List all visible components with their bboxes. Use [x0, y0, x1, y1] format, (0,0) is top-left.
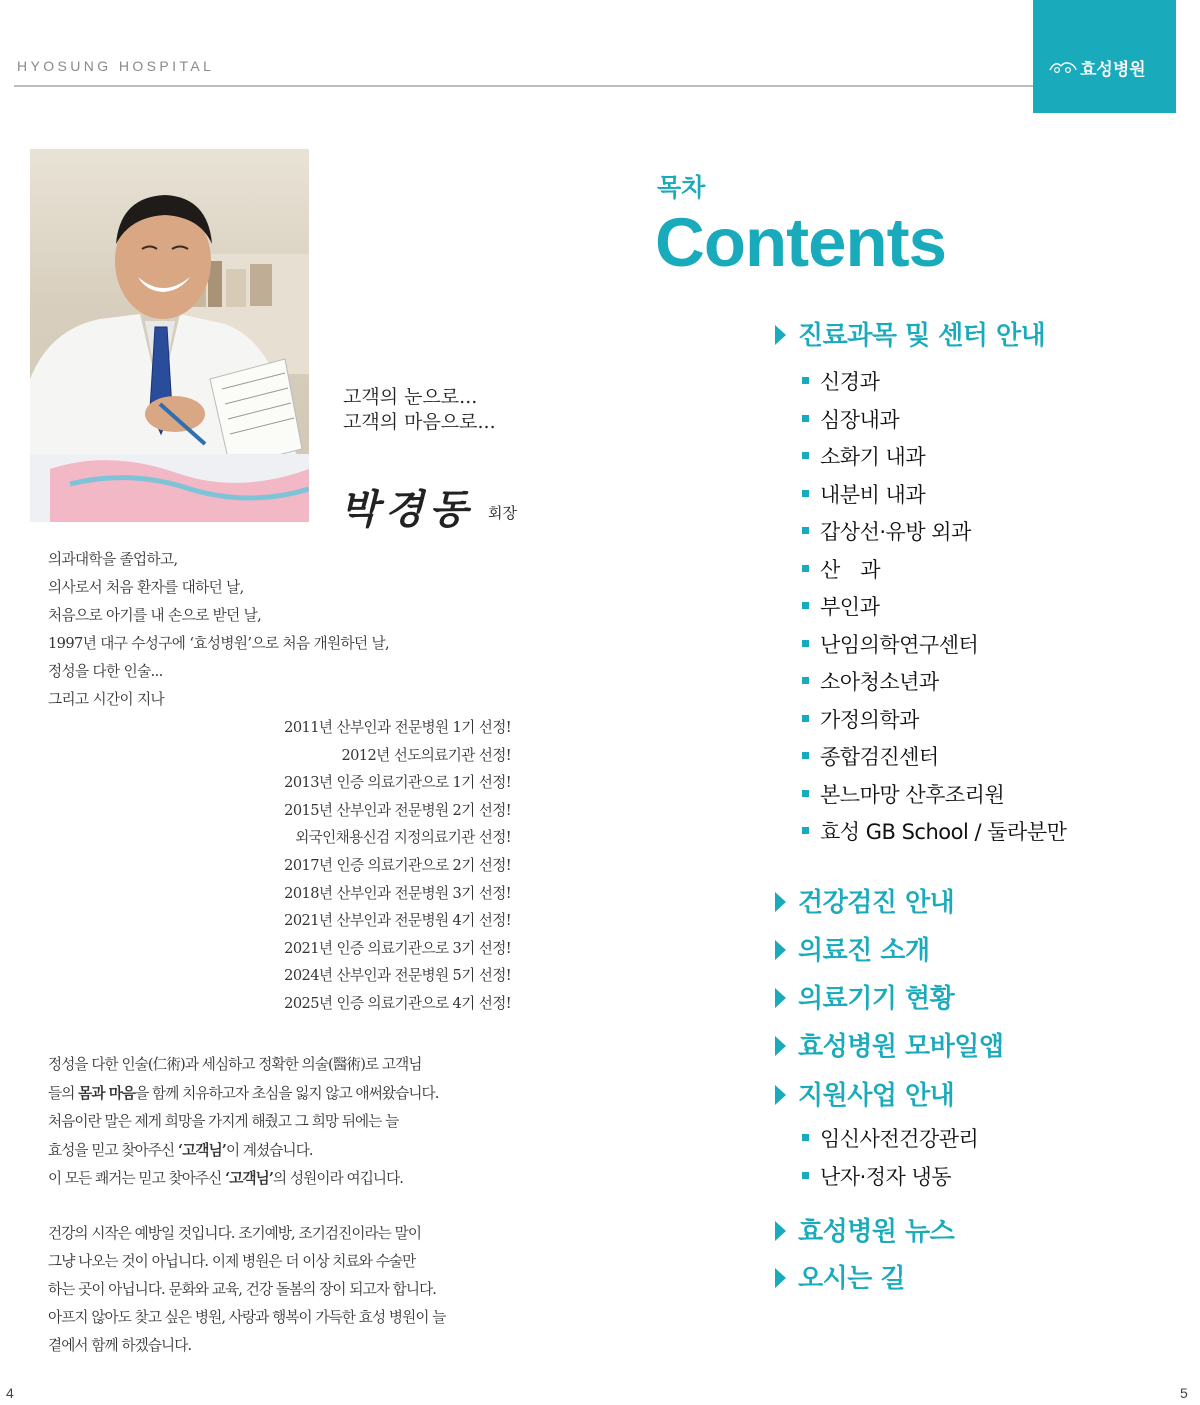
chairman-photo [30, 149, 309, 522]
square-bullet-icon [802, 565, 809, 572]
toc-section-label: 건강검진 안내 [798, 888, 955, 918]
toc-item[interactable] [802, 814, 1066, 852]
chairman-photo-illustration [30, 149, 309, 522]
story-line: 의사로서 처음 환자를 대하던 날, [48, 579, 244, 596]
toc-item[interactable] [802, 777, 1066, 815]
page-number-right: 5 [1180, 1385, 1188, 1401]
triangle-bullet-icon [775, 1221, 786, 1241]
square-bullet-icon [802, 752, 809, 759]
toc-item-label: 산 과 [820, 557, 881, 582]
greeting-paragraph-1 [48, 1051, 514, 1194]
toc-item[interactable] [802, 664, 1066, 702]
text-segment: 의 성원이라 여깁니다. [273, 1170, 404, 1187]
toc-item[interactable] [802, 477, 1066, 515]
motto [343, 385, 496, 435]
toc-item[interactable] [802, 589, 1066, 627]
award-item: 2021년 인증 의료기관으로 3기 선정! [284, 939, 511, 957]
triangle-bullet-icon [775, 940, 786, 960]
text-segment: 이 모든 쾌거는 믿고 찾아주신 [48, 1170, 226, 1187]
stork-and-baby-icon [1049, 58, 1077, 74]
text-segment: 이 계셨습니다. [225, 1141, 313, 1159]
toc-section-label: 지원사업 안내 [798, 1081, 955, 1111]
toc-item-label: 본느마망 산후조리원 [820, 782, 1005, 807]
story-line: 그리고 시간이 지나 [48, 691, 165, 708]
toc-item-label: 내분비 내과 [820, 482, 926, 507]
paragraph-line: 그냥 나오는 것이 아닙니다. 이제 병원은 더 이상 치료와 수술만 [48, 1253, 416, 1270]
award-item: 2018년 산부인과 전문병원 3기 선정! [284, 884, 511, 902]
toc-subtitle: 목차 [657, 173, 706, 202]
toc-section-checkup[interactable] [775, 882, 954, 919]
square-bullet-icon [802, 527, 809, 534]
emphasis-text: ‘고객님’ [178, 1141, 226, 1159]
paragraph-line [48, 1137, 514, 1166]
square-bullet-icon [802, 1134, 809, 1141]
paragraph-line: 하는 곳이 아닙니다. 문화와 교육, 건강 돌봄의 장이 되고자 합니다. [48, 1281, 437, 1298]
toc-title: Contents [655, 204, 946, 281]
toc-section-label: 효성병원 뉴스 [798, 1217, 955, 1247]
square-bullet-icon [802, 640, 809, 647]
logo-text: 효성병원 [1080, 60, 1146, 80]
paragraph-line [48, 1165, 514, 1194]
toc-item-label: 효성 GB School / 둘라분만 [820, 820, 1067, 844]
square-bullet-icon [802, 415, 809, 422]
toc-item[interactable] [802, 514, 1066, 552]
square-bullet-icon [802, 602, 809, 609]
toc-item-label: 난자·정자 냉동 [820, 1164, 952, 1189]
chairman-signature: 박경동 [340, 486, 474, 533]
paragraph-line [48, 1080, 514, 1109]
award-item: 2024년 산부인과 전문병원 5기 선정! [284, 967, 511, 985]
toc-section-support[interactable] [775, 1075, 954, 1112]
text-segment: 들의 [48, 1084, 79, 1102]
story-line: 정성을 다한 인술... [48, 663, 163, 680]
award-item: 2021년 산부인과 전문병원 4기 선정! [284, 912, 511, 930]
square-bullet-icon [802, 452, 809, 459]
text-segment: 을 함께 치유하고자 초심을 잃지 않고 애써왔습니다. [135, 1084, 439, 1102]
toc-section-departments[interactable] [775, 315, 1045, 352]
award-item: 외국인채용신검 지정의료기관 선정! [295, 829, 511, 847]
awards-list [284, 714, 511, 1018]
toc-section-doctors[interactable] [775, 930, 930, 967]
paragraph-line: 곁에서 함께 하겠습니다. [48, 1337, 192, 1354]
award-item: 2015년 산부인과 전문병원 2기 선정! [284, 801, 511, 819]
toc-support-list [802, 1121, 978, 1196]
toc-department-list [802, 364, 1066, 852]
toc-section-mobile-app[interactable] [775, 1026, 1003, 1063]
triangle-bullet-icon [775, 988, 786, 1008]
toc-section-label: 오시는 길 [798, 1264, 906, 1294]
square-bullet-icon [802, 377, 809, 384]
toc-item-label: 부인과 [820, 595, 880, 619]
square-bullet-icon [802, 715, 809, 722]
toc-section-label: 의료진 소개 [798, 936, 930, 966]
toc-item[interactable] [802, 739, 1066, 777]
square-bullet-icon [802, 827, 809, 834]
header-divider [14, 85, 1034, 87]
signature-title: 회장 [488, 504, 517, 522]
toc-item-label: 난임의학연구센터 [820, 632, 979, 657]
triangle-bullet-icon [775, 1268, 786, 1288]
toc-section-label: 의료기기 현황 [798, 984, 955, 1014]
award-item: 2012년 선도의료기관 선정! [341, 746, 511, 764]
hospital-name-header: HYOSUNG HOSPITAL [17, 58, 215, 74]
triangle-bullet-icon [775, 325, 786, 345]
text-segment: 효성을 믿고 찾아주신 [48, 1141, 178, 1159]
toc-item-label: 갑상선·유방 외과 [820, 520, 971, 544]
greeting-story [48, 546, 389, 714]
toc-section-label: 효성병원 모바일앱 [798, 1032, 1004, 1062]
toc-item-label: 소아청소년과 [820, 670, 939, 694]
story-line: 1997년 대구 수성구에 ‘효성병원’으로 처음 개원하던 날, [48, 635, 390, 652]
toc-item[interactable] [802, 627, 1066, 665]
hospital-logo [1033, 0, 1176, 113]
triangle-bullet-icon [775, 1036, 786, 1056]
toc-item[interactable] [802, 1159, 978, 1197]
motto-line: 고객의 눈으로... [343, 386, 478, 408]
motto-line: 고객의 마음으로... [343, 411, 496, 433]
toc-item[interactable] [802, 439, 1066, 477]
toc-item[interactable] [802, 552, 1066, 590]
toc-item[interactable] [802, 702, 1066, 740]
award-item: 2017년 인증 의료기관으로 2기 선정! [284, 856, 511, 874]
toc-section-label: 진료과목 및 센터 안내 [798, 321, 1046, 351]
award-item: 2025년 인증 의료기관으로 4기 선정! [284, 994, 511, 1012]
triangle-bullet-icon [775, 892, 786, 912]
square-bullet-icon [802, 677, 809, 684]
toc-section-directions[interactable] [775, 1258, 905, 1295]
toc-item-label: 소화기 내과 [820, 445, 926, 469]
story-line: 처음으로 아기를 내 손으로 받던 날, [48, 607, 262, 624]
toc-item-label: 신경과 [820, 370, 880, 394]
toc-section-equipment[interactable] [775, 978, 954, 1015]
toc-item[interactable] [802, 1121, 978, 1159]
emphasis-text: 몸과 마음 [78, 1084, 136, 1102]
triangle-bullet-icon [775, 1085, 786, 1105]
paragraph-line: 아프지 않아도 찾고 싶은 병원, 사랑과 행복이 가득한 효성 병원이 늘 [48, 1309, 446, 1326]
emphasis-text: ‘고객님’ [225, 1170, 274, 1187]
square-bullet-icon [802, 1172, 809, 1179]
award-item: 2013년 인증 의료기관으로 1기 선정! [284, 774, 511, 792]
award-item: 2011년 산부인과 전문병원 1기 선정! [284, 719, 511, 736]
toc-section-news[interactable] [775, 1211, 954, 1248]
toc-item-label: 임신사전건강관리 [820, 1127, 979, 1151]
greeting-paragraph-2 [48, 1220, 514, 1360]
toc-item-label: 심장내과 [820, 407, 900, 432]
toc-item-label: 종합검진센터 [820, 745, 939, 769]
toc-item[interactable] [802, 364, 1066, 402]
square-bullet-icon [802, 490, 809, 497]
paragraph-line: 처음이란 말은 제게 희망을 가지게 해줬고 그 희망 뒤에는 늘 [48, 1113, 399, 1130]
square-bullet-icon [802, 790, 809, 797]
paragraph-line: 건강의 시작은 예방일 것입니다. 조기예방, 조기검진이라는 말이 [48, 1225, 422, 1242]
page-number-left: 4 [6, 1385, 14, 1401]
paragraph-line: 정성을 다한 인술(仁術)과 세심하고 정확한 의술(醫術)로 고객님 [48, 1056, 422, 1073]
toc-item-label: 가정의학과 [820, 707, 919, 732]
toc-item[interactable] [802, 402, 1066, 440]
story-line: 의과대학을 졸업하고, [48, 551, 178, 568]
